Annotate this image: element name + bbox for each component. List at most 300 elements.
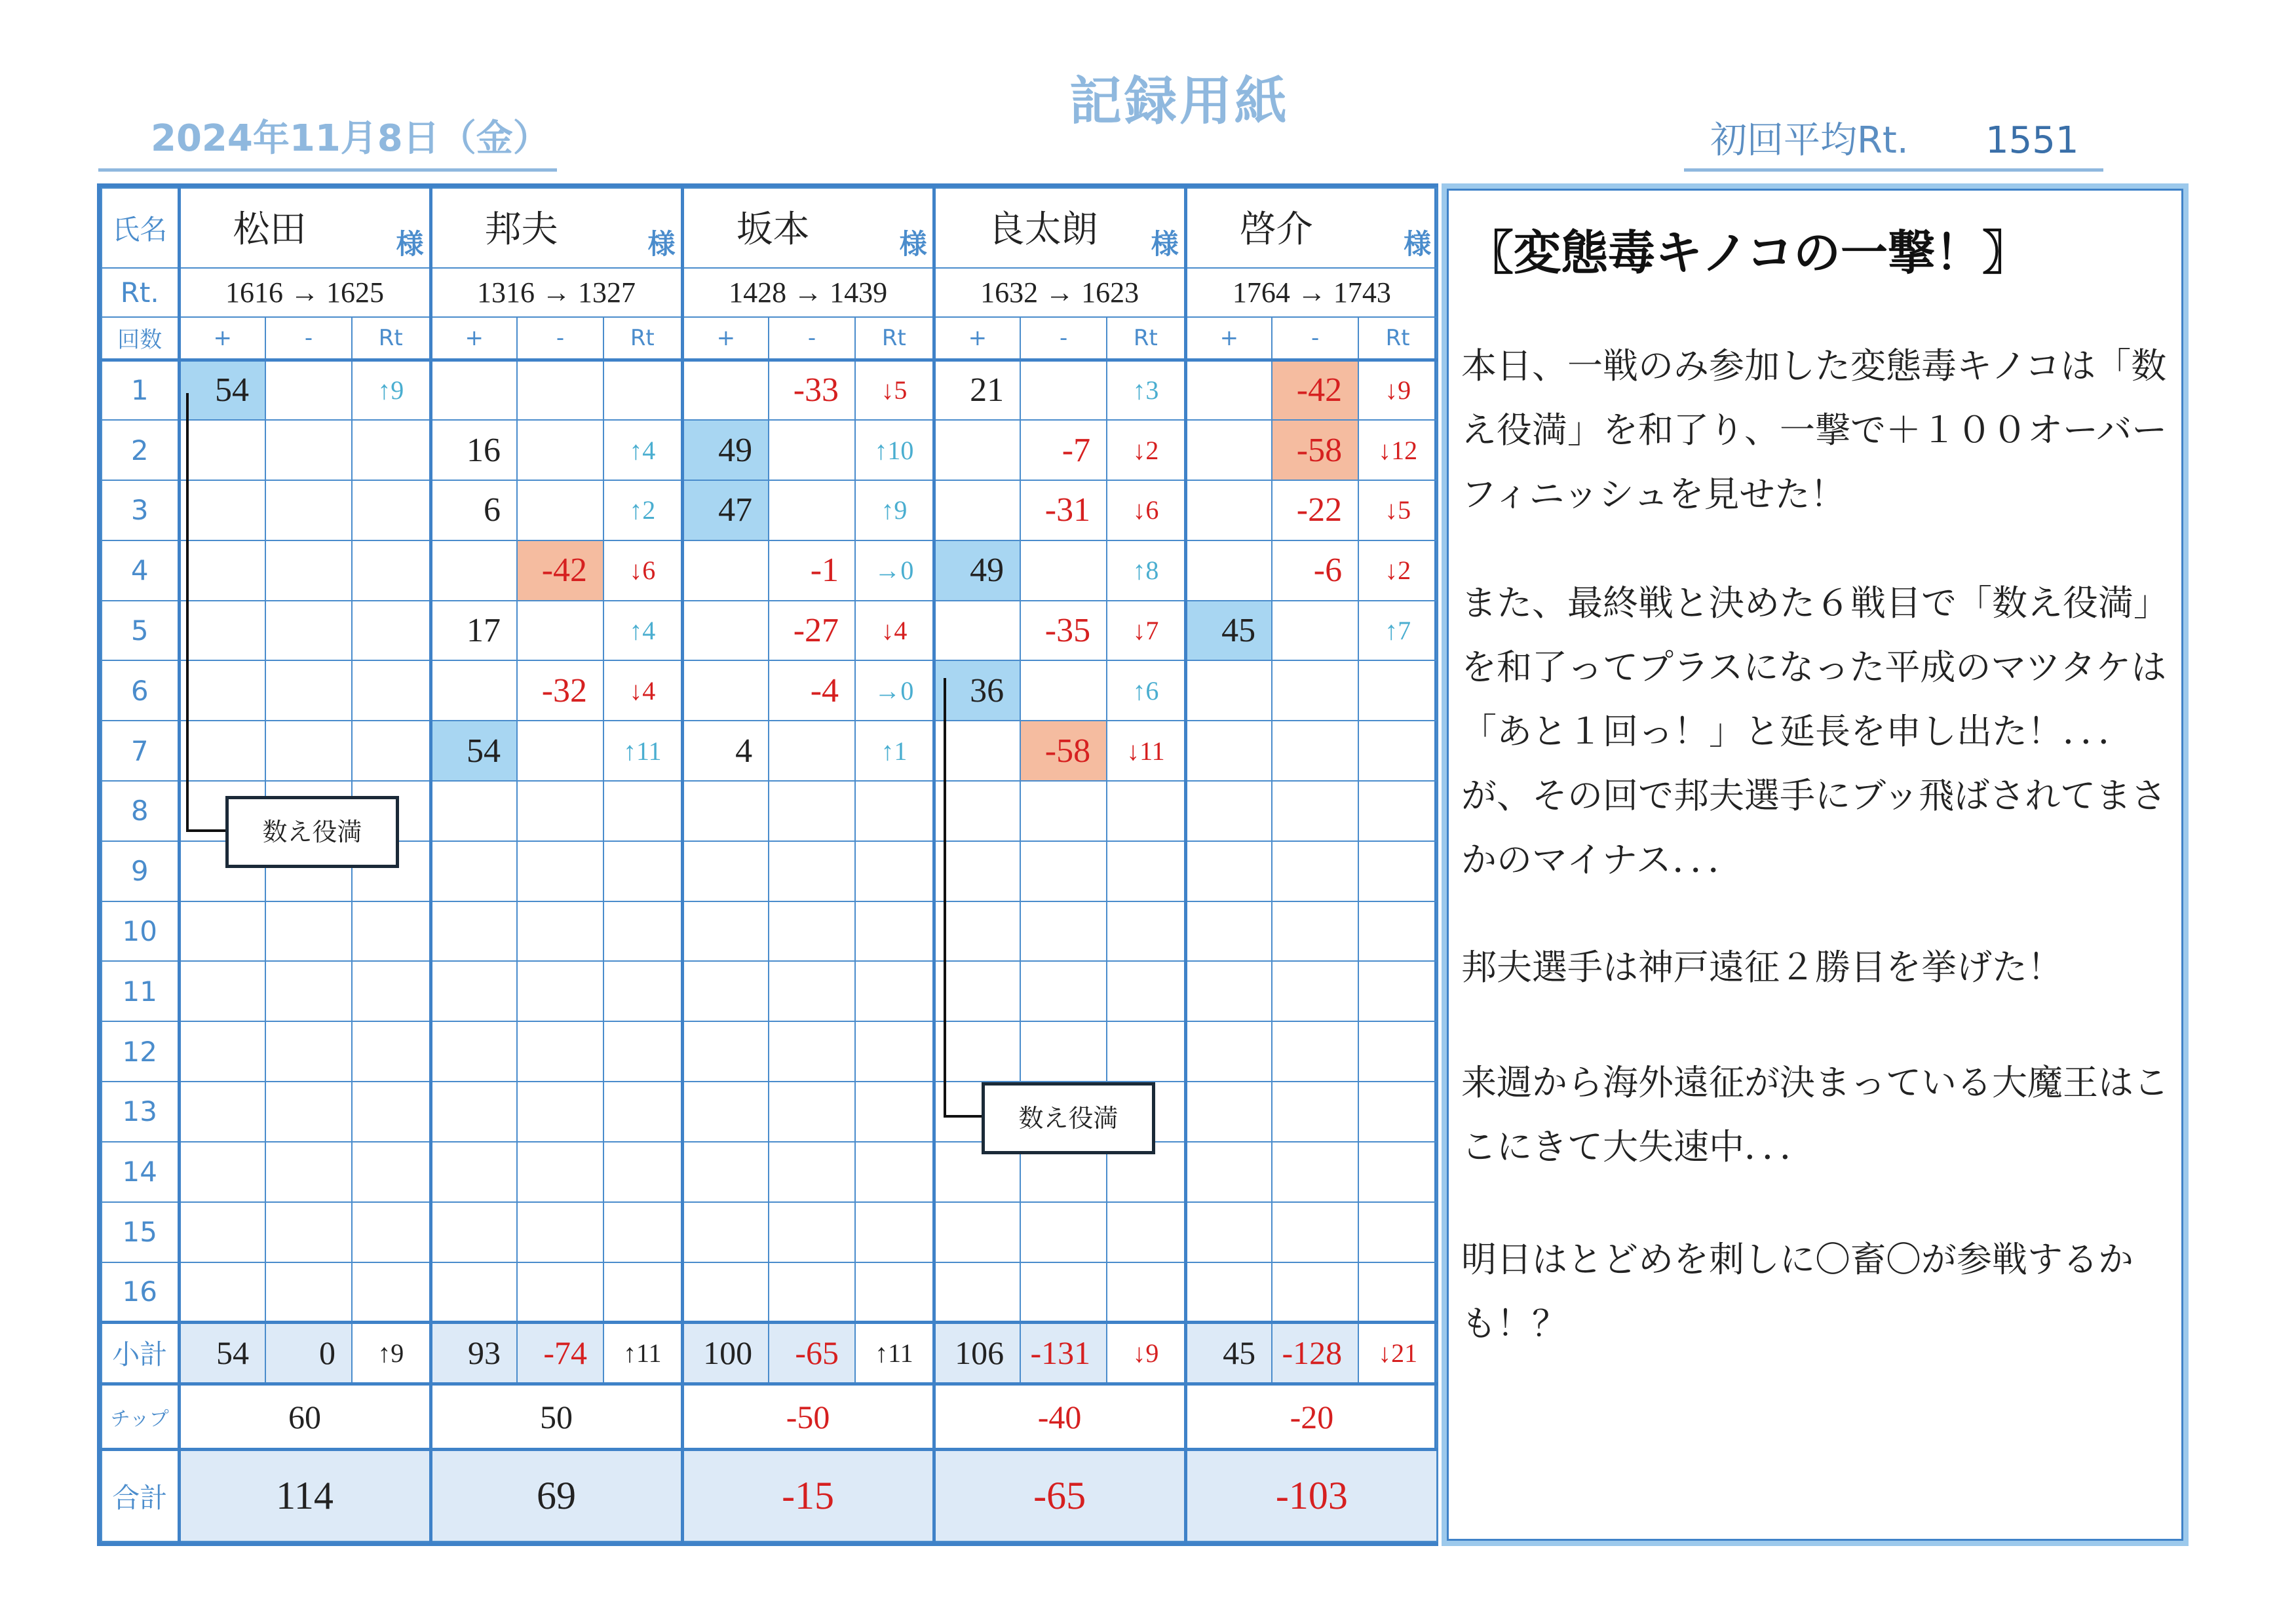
minus-score-cell xyxy=(265,1142,352,1202)
minus-score-cell: -1 xyxy=(769,540,855,601)
plus-score-cell xyxy=(682,660,769,721)
plus-column-header: + xyxy=(430,317,517,360)
round-number: 9 xyxy=(102,841,179,901)
plus-score-cell: 21 xyxy=(934,360,1020,420)
minus-score-cell xyxy=(1020,1202,1107,1262)
round-row xyxy=(102,1142,1437,1202)
subtotal-plus: 100 xyxy=(682,1322,769,1384)
minus-score-cell xyxy=(1272,841,1358,901)
rating-change: 1764 → 1743 xyxy=(1185,268,1437,316)
plus-score-cell xyxy=(682,901,769,962)
minus-column-header: - xyxy=(1272,317,1358,360)
round-label: 回数 xyxy=(102,317,179,360)
plus-score-cell xyxy=(934,1202,1020,1262)
rating-change: 1428 → 1439 xyxy=(682,268,934,316)
minus-score-cell xyxy=(1020,781,1107,841)
plus-score-cell xyxy=(682,781,769,841)
chip-value: 50 xyxy=(430,1384,682,1450)
plus-score-cell xyxy=(934,901,1020,962)
commentary-title: 〖変態毒キノコの一撃！〗 xyxy=(1466,225,2029,280)
minus-score-cell xyxy=(1272,1202,1358,1262)
plus-score-cell xyxy=(1185,420,1272,480)
plus-score-cell xyxy=(430,1021,517,1082)
plus-column-header: + xyxy=(1185,317,1272,360)
rating-delta-cell xyxy=(1107,901,1185,962)
rating-column-header: Rt xyxy=(855,317,934,360)
initial-average-value: 1551 xyxy=(1985,119,2079,162)
chip-label: チップ xyxy=(102,1384,179,1450)
rating-delta-cell xyxy=(603,1262,682,1323)
minus-score-cell: -7 xyxy=(1020,420,1107,480)
minus-score-cell: -32 xyxy=(517,660,603,721)
rating-delta-cell: ↑10 xyxy=(855,420,934,480)
minus-score-cell xyxy=(517,1142,603,1202)
rating-delta-cell xyxy=(1107,1021,1185,1082)
commentary-paragraph: 邦夫選手は神戸遠征２勝目を挙げた！ xyxy=(1461,947,2063,988)
minus-score-cell xyxy=(517,1202,603,1262)
minus-score-cell xyxy=(1272,961,1358,1021)
round-number: 10 xyxy=(102,901,179,962)
chip-value: -40 xyxy=(934,1384,1185,1450)
rating-delta-cell xyxy=(855,841,934,901)
rating-delta-cell xyxy=(352,901,430,962)
plus-score-cell xyxy=(1185,961,1272,1021)
rating-delta-cell xyxy=(603,901,682,962)
plus-score-cell xyxy=(179,901,265,962)
subtotal-plus: 45 xyxy=(1185,1322,1272,1384)
rating-delta-cell xyxy=(1358,721,1437,781)
plus-score-cell xyxy=(179,420,265,480)
rating-delta-cell: ↑8 xyxy=(1107,540,1185,601)
plus-score-cell xyxy=(934,420,1020,480)
round-number: 2 xyxy=(102,420,179,480)
plus-score-cell xyxy=(179,480,265,540)
plus-score-cell xyxy=(430,1082,517,1142)
rating-column-header: Rt xyxy=(1107,317,1185,360)
round-number: 1 xyxy=(102,360,179,420)
subtotal-minus: 0 xyxy=(265,1322,352,1384)
plus-score-cell xyxy=(1185,1262,1272,1323)
round-row xyxy=(102,1021,1437,1082)
minus-score-cell xyxy=(517,841,603,901)
plus-score-cell xyxy=(430,1262,517,1323)
minus-score-cell xyxy=(517,360,603,420)
subtotal-plus: 54 xyxy=(179,1322,265,1384)
total-value: 69 xyxy=(430,1450,682,1541)
plus-score-cell xyxy=(934,1021,1020,1082)
plus-score-cell xyxy=(682,360,769,420)
minus-score-cell xyxy=(1020,540,1107,601)
commentary-paragraph: 来週から海外遠征が決まっている大魔王はここにきて大失速中．．． xyxy=(1461,1062,2169,1167)
subtotal-minus: -131 xyxy=(1020,1322,1107,1384)
subtotal-minus: -65 xyxy=(769,1322,855,1384)
minus-score-cell xyxy=(1272,1262,1358,1323)
minus-score-cell xyxy=(1272,1082,1358,1142)
rating-delta-cell xyxy=(352,601,430,661)
chip-value: 60 xyxy=(179,1384,430,1450)
minus-score-cell xyxy=(1020,1262,1107,1323)
round-row xyxy=(102,901,1437,962)
subtotal-minus: -128 xyxy=(1272,1322,1358,1384)
rating-delta-cell: ↑11 xyxy=(603,721,682,781)
minus-score-cell xyxy=(769,781,855,841)
rating-delta-cell: ↑4 xyxy=(603,420,682,480)
name-label: 氏名 xyxy=(102,188,179,268)
rating-delta-cell xyxy=(352,721,430,781)
minus-score-cell xyxy=(517,1262,603,1323)
plus-score-cell xyxy=(179,1082,265,1142)
minus-score-cell xyxy=(1272,901,1358,962)
subtotal-rating: ↓21 xyxy=(1358,1322,1437,1384)
round-row xyxy=(102,360,1437,420)
minus-score-cell xyxy=(265,360,352,420)
rating-delta-cell: →0 xyxy=(855,540,934,601)
minus-score-cell xyxy=(1272,781,1358,841)
rating-column-header: Rt xyxy=(352,317,430,360)
honorific: 様 xyxy=(1404,228,1432,261)
plus-score-cell xyxy=(682,601,769,661)
rating-delta-cell xyxy=(352,540,430,601)
rating-delta-cell xyxy=(1107,1262,1185,1323)
plus-score-cell xyxy=(430,781,517,841)
plus-score-cell xyxy=(179,1202,265,1262)
total-value: -103 xyxy=(1185,1450,1437,1541)
plus-score-cell xyxy=(934,961,1020,1021)
column-header-row xyxy=(102,317,1437,360)
minus-score-cell xyxy=(517,961,603,1021)
plus-score-cell xyxy=(430,1142,517,1202)
rating-delta-cell xyxy=(352,1021,430,1082)
minus-score-cell: -22 xyxy=(1272,480,1358,540)
round-number: 7 xyxy=(102,721,179,781)
chip-value: -50 xyxy=(682,1384,934,1450)
plus-score-cell xyxy=(179,601,265,661)
subtotal-rating: ↑11 xyxy=(855,1322,934,1384)
rating-delta-cell xyxy=(1107,841,1185,901)
plus-score-cell xyxy=(934,480,1020,540)
plus-score-cell xyxy=(682,841,769,901)
round-row xyxy=(102,540,1437,601)
rating-delta-cell: ↑1 xyxy=(855,721,934,781)
plus-score-cell xyxy=(179,660,265,721)
plus-score-cell xyxy=(179,1262,265,1323)
plus-score-cell xyxy=(682,1142,769,1202)
rating-delta-cell xyxy=(603,1202,682,1262)
minus-score-cell: -27 xyxy=(769,601,855,661)
annotation-leader xyxy=(944,678,946,1117)
rating-delta-cell xyxy=(855,1142,934,1202)
minus-score-cell xyxy=(265,660,352,721)
commentary-panel xyxy=(1442,183,2189,1546)
rating-change: 1616 → 1625 xyxy=(179,268,430,316)
rating-delta-cell: ↑9 xyxy=(352,360,430,420)
minus-score-cell xyxy=(1020,660,1107,721)
plus-score-cell: 4 xyxy=(682,721,769,781)
annotation-leader xyxy=(186,393,189,832)
minus-score-cell xyxy=(769,841,855,901)
plus-score-cell xyxy=(179,961,265,1021)
rating-delta-cell xyxy=(1358,781,1437,841)
plus-score-cell xyxy=(430,1202,517,1262)
round-number: 12 xyxy=(102,1021,179,1082)
player-name: 松田 xyxy=(233,208,307,251)
minus-score-cell: -42 xyxy=(1272,360,1358,420)
minus-score-cell xyxy=(1272,721,1358,781)
plus-score-cell xyxy=(1185,360,1272,420)
name-row xyxy=(102,188,1437,268)
minus-column-header: - xyxy=(769,317,855,360)
rating-delta-cell xyxy=(603,360,682,420)
round-number: 6 xyxy=(102,660,179,721)
minus-score-cell xyxy=(1020,961,1107,1021)
plus-score-cell xyxy=(430,841,517,901)
minus-score-cell: -42 xyxy=(517,540,603,601)
rating-delta-cell xyxy=(603,841,682,901)
round-row xyxy=(102,721,1437,781)
rating-delta-cell xyxy=(1358,901,1437,962)
plus-score-cell: 45 xyxy=(1185,601,1272,661)
minus-score-cell xyxy=(517,721,603,781)
rating-delta-cell: ↓11 xyxy=(1107,721,1185,781)
minus-score-cell: -33 xyxy=(769,360,855,420)
honorific: 様 xyxy=(899,228,927,261)
rating-delta-cell: →0 xyxy=(855,660,934,721)
rating-delta-cell: ↓2 xyxy=(1107,420,1185,480)
player-name-cell xyxy=(430,188,682,268)
rating-delta-cell xyxy=(1358,1142,1437,1202)
subtotal-rating: ↑9 xyxy=(352,1322,430,1384)
minus-score-cell: -58 xyxy=(1272,420,1358,480)
minus-score-cell xyxy=(1272,601,1358,661)
plus-score-cell xyxy=(682,961,769,1021)
rating-delta-cell xyxy=(855,1082,934,1142)
rating-delta-cell: ↓6 xyxy=(603,540,682,601)
player-name-cell xyxy=(934,188,1185,268)
minus-score-cell xyxy=(265,1262,352,1323)
plus-score-cell xyxy=(682,1021,769,1082)
plus-score-cell xyxy=(1185,901,1272,962)
player-name: 邦夫 xyxy=(484,208,558,251)
minus-score-cell xyxy=(769,1142,855,1202)
subtotal-rating: ↑11 xyxy=(603,1322,682,1384)
honorific: 様 xyxy=(647,228,676,261)
rating-delta-cell: ↓7 xyxy=(1107,601,1185,661)
rating-delta-cell xyxy=(1358,1202,1437,1262)
total-label: 合計 xyxy=(102,1450,179,1541)
rating-delta-cell: ↑3 xyxy=(1107,360,1185,420)
rating-delta-cell xyxy=(1358,660,1437,721)
minus-score-cell xyxy=(265,540,352,601)
minus-score-cell xyxy=(1020,841,1107,901)
plus-score-cell xyxy=(179,721,265,781)
initial-average-rating xyxy=(1684,113,2103,172)
rating-delta-cell: ↓4 xyxy=(603,660,682,721)
commentary-paragraph: 明日はとどめを刺しに〇畜〇が参戦するかも！？ xyxy=(1461,1239,2133,1344)
subtotal-minus: -74 xyxy=(517,1322,603,1384)
minus-score-cell xyxy=(769,901,855,962)
plus-score-cell xyxy=(1185,540,1272,601)
round-row xyxy=(102,601,1437,661)
subtotal-label: 小計 xyxy=(102,1322,179,1384)
minus-score-cell xyxy=(1020,1021,1107,1082)
rating-delta-cell xyxy=(855,781,934,841)
plus-score-cell xyxy=(934,781,1020,841)
round-number: 13 xyxy=(102,1082,179,1142)
plus-score-cell: 54 xyxy=(430,721,517,781)
minus-score-cell xyxy=(265,420,352,480)
minus-score-cell xyxy=(1020,360,1107,420)
minus-score-cell xyxy=(517,781,603,841)
plus-score-cell xyxy=(1185,1142,1272,1202)
rating-delta-cell xyxy=(1107,1202,1185,1262)
total-value: 114 xyxy=(179,1450,430,1541)
rating-delta-cell xyxy=(1358,841,1437,901)
round-row xyxy=(102,961,1437,1021)
minus-column-header: - xyxy=(517,317,603,360)
rating-delta-cell: ↑6 xyxy=(1107,660,1185,721)
plus-score-cell xyxy=(179,540,265,601)
minus-score-cell xyxy=(1272,660,1358,721)
minus-score-cell xyxy=(517,480,603,540)
subtotal-plus: 93 xyxy=(430,1322,517,1384)
rating-delta-cell xyxy=(855,961,934,1021)
round-row xyxy=(102,480,1437,540)
plus-score-cell xyxy=(430,961,517,1021)
rating-delta-cell xyxy=(603,781,682,841)
plus-score-cell xyxy=(430,360,517,420)
round-number: 8 xyxy=(102,781,179,841)
player-name-cell xyxy=(1185,188,1437,268)
rating-delta-cell: ↓4 xyxy=(855,601,934,661)
minus-column-header: - xyxy=(265,317,352,360)
minus-score-cell xyxy=(265,480,352,540)
rating-delta-cell xyxy=(855,1021,934,1082)
rating-delta-cell xyxy=(1107,781,1185,841)
rating-delta-cell xyxy=(1107,961,1185,1021)
minus-score-cell xyxy=(265,1082,352,1142)
commentary-paragraph: 本日、一戦のみ参加した変態毒キノコは「数え役満」を和了り、一撃で＋１００オーバーフィニッシュを見せた！ xyxy=(1461,345,2168,515)
rating-column-header: Rt xyxy=(603,317,682,360)
rating-delta-cell xyxy=(603,1021,682,1082)
rating-delta-cell xyxy=(352,660,430,721)
rating-delta-cell xyxy=(603,961,682,1021)
plus-score-cell xyxy=(682,540,769,601)
round-row xyxy=(102,1202,1437,1262)
plus-score-cell xyxy=(934,721,1020,781)
rating-delta-cell xyxy=(352,420,430,480)
round-number: 3 xyxy=(102,480,179,540)
page-title: 記録用紙 xyxy=(1069,71,1290,132)
subtotal-plus: 106 xyxy=(934,1322,1020,1384)
rating-delta-cell: ↑2 xyxy=(603,480,682,540)
minus-score-cell xyxy=(517,1082,603,1142)
round-number: 14 xyxy=(102,1142,179,1202)
date-line: 2024年11月8日（金） xyxy=(98,113,557,172)
minus-score-cell xyxy=(769,1262,855,1323)
rating-label: Rt. xyxy=(102,268,179,316)
plus-score-cell: 49 xyxy=(682,420,769,480)
minus-score-cell: -6 xyxy=(1272,540,1358,601)
plus-score-cell xyxy=(179,1021,265,1082)
minus-score-cell xyxy=(517,901,603,962)
rating-delta-cell xyxy=(1358,961,1437,1021)
plus-score-cell xyxy=(934,1262,1020,1323)
rating-delta-cell xyxy=(1358,1262,1437,1323)
annotation-label: 数え役満 xyxy=(225,796,399,868)
minus-score-cell xyxy=(769,420,855,480)
minus-score-cell: -31 xyxy=(1020,480,1107,540)
round-number: 5 xyxy=(102,601,179,661)
round-row xyxy=(102,1262,1437,1323)
plus-score-cell xyxy=(179,1142,265,1202)
rating-delta-cell: ↓9 xyxy=(1358,360,1437,420)
total-value: -15 xyxy=(682,1450,934,1541)
minus-score-cell: -4 xyxy=(769,660,855,721)
plus-score-cell: 49 xyxy=(934,540,1020,601)
rating-delta-cell: ↓12 xyxy=(1358,420,1437,480)
plus-column-header: + xyxy=(179,317,265,360)
round-number: 11 xyxy=(102,961,179,1021)
rating-row xyxy=(102,268,1437,316)
subtotal-row xyxy=(102,1322,1437,1384)
plus-score-cell xyxy=(1185,480,1272,540)
plus-score-cell: 36 xyxy=(934,660,1020,721)
rating-delta-cell xyxy=(603,1142,682,1202)
plus-score-cell xyxy=(1185,781,1272,841)
minus-score-cell xyxy=(769,961,855,1021)
plus-score-cell xyxy=(430,901,517,962)
minus-score-cell xyxy=(265,1021,352,1082)
rating-delta-cell xyxy=(352,961,430,1021)
round-row xyxy=(102,420,1437,480)
plus-score-cell xyxy=(1185,1021,1272,1082)
annotation-leader xyxy=(944,1115,984,1118)
rating-delta-cell xyxy=(352,1202,430,1262)
rating-delta-cell xyxy=(352,1262,430,1323)
plus-score-cell xyxy=(1185,721,1272,781)
plus-score-cell: 16 xyxy=(430,420,517,480)
total-value: -65 xyxy=(934,1450,1185,1541)
plus-score-cell xyxy=(682,1202,769,1262)
plus-score-cell xyxy=(1185,841,1272,901)
rating-delta-cell: ↑9 xyxy=(855,480,934,540)
minus-score-cell: -35 xyxy=(1020,601,1107,661)
rating-delta-cell: ↑7 xyxy=(1358,601,1437,661)
minus-score-cell xyxy=(517,1021,603,1082)
rating-delta-cell xyxy=(1358,1021,1437,1082)
rating-change: 1316 → 1327 xyxy=(430,268,682,316)
round-row xyxy=(102,1082,1437,1142)
minus-score-cell xyxy=(1272,1021,1358,1082)
subtotal-rating: ↓9 xyxy=(1107,1322,1185,1384)
rating-change: 1632 → 1623 xyxy=(934,268,1185,316)
plus-score-cell xyxy=(1185,1202,1272,1262)
round-number: 15 xyxy=(102,1202,179,1262)
plus-column-header: + xyxy=(934,317,1020,360)
round-number: 16 xyxy=(102,1262,179,1323)
minus-score-cell xyxy=(769,1202,855,1262)
minus-column-header: - xyxy=(1020,317,1107,360)
chip-row xyxy=(102,1384,1437,1450)
minus-score-cell xyxy=(265,901,352,962)
rating-delta-cell xyxy=(1358,1082,1437,1142)
rating-delta-cell: ↓6 xyxy=(1107,480,1185,540)
plus-score-cell xyxy=(934,601,1020,661)
minus-score-cell xyxy=(769,1082,855,1142)
player-name-cell xyxy=(682,188,934,268)
rating-delta-cell: ↓5 xyxy=(1358,480,1437,540)
rating-delta-cell: ↑4 xyxy=(603,601,682,661)
